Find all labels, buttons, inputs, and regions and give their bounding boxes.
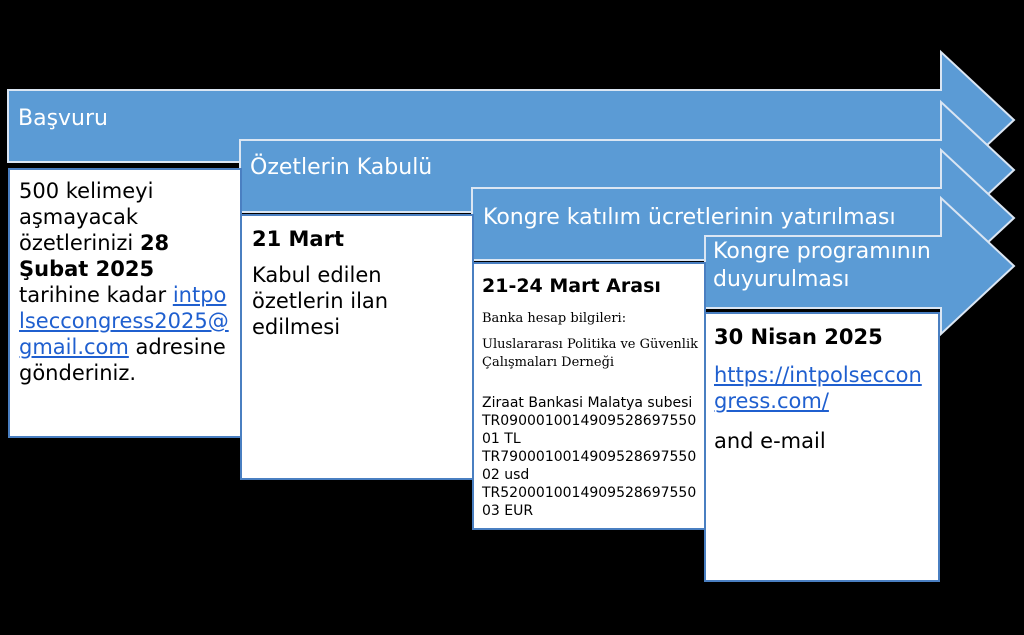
step-3-bank-label: Banka hesap bilgileri: bbox=[482, 311, 627, 326]
step-3-iban-1: TR090001001490952869755001 TL bbox=[482, 413, 697, 447]
step-1-title: Başvuru bbox=[18, 106, 108, 131]
step-2-box bbox=[240, 214, 474, 480]
step-3-bank-name: Ziraat Bankasi Malatya subesi bbox=[482, 395, 693, 411]
step-3-iban-2: TR790001001490952869755002 usd bbox=[482, 449, 697, 483]
step-2-date: 21 Mart bbox=[252, 227, 344, 251]
step-2-desc: Kabul edilen özetlerin ilan edilmesi bbox=[252, 263, 389, 339]
step-1-email-link[interactable]: intpolseccongress2025@gmail.com bbox=[19, 283, 229, 359]
step-1-text-before: 500 kelimeyi aşmayacak özetlerinizi bbox=[19, 179, 154, 255]
step-3-date: 21-24 Mart Arası bbox=[482, 275, 661, 297]
step-4-box bbox=[704, 312, 940, 582]
step-1-text bbox=[19, 178, 232, 386]
step-1-text-after: tarihine kadar bbox=[19, 283, 167, 307]
step-3-title: Kongre katılım ücretlerinin yatırılması bbox=[483, 205, 896, 230]
step-4-extra: and e-mail bbox=[714, 429, 826, 453]
step-4-date: 30 Nisan 2025 bbox=[714, 325, 883, 349]
step-2-title: Özetlerin Kabulü bbox=[250, 155, 433, 180]
step-1-email-after: adresine gönderiniz. bbox=[19, 335, 226, 385]
step-1-deadline: 28 Şubat 2025 bbox=[19, 231, 170, 281]
step-3-association: Uluslararası Politika ve Güvenlik Çalışmaları Derneği bbox=[482, 337, 698, 370]
step-3-iban-3: TR520001001490952869755003 EUR bbox=[482, 485, 697, 519]
step-1-box bbox=[8, 168, 242, 438]
step-4-website-link[interactable]: https://intpolseccongress.com/ bbox=[714, 363, 922, 413]
step-3-box bbox=[472, 262, 706, 530]
step-4-title: Kongre programının duyurulması bbox=[713, 239, 931, 292]
